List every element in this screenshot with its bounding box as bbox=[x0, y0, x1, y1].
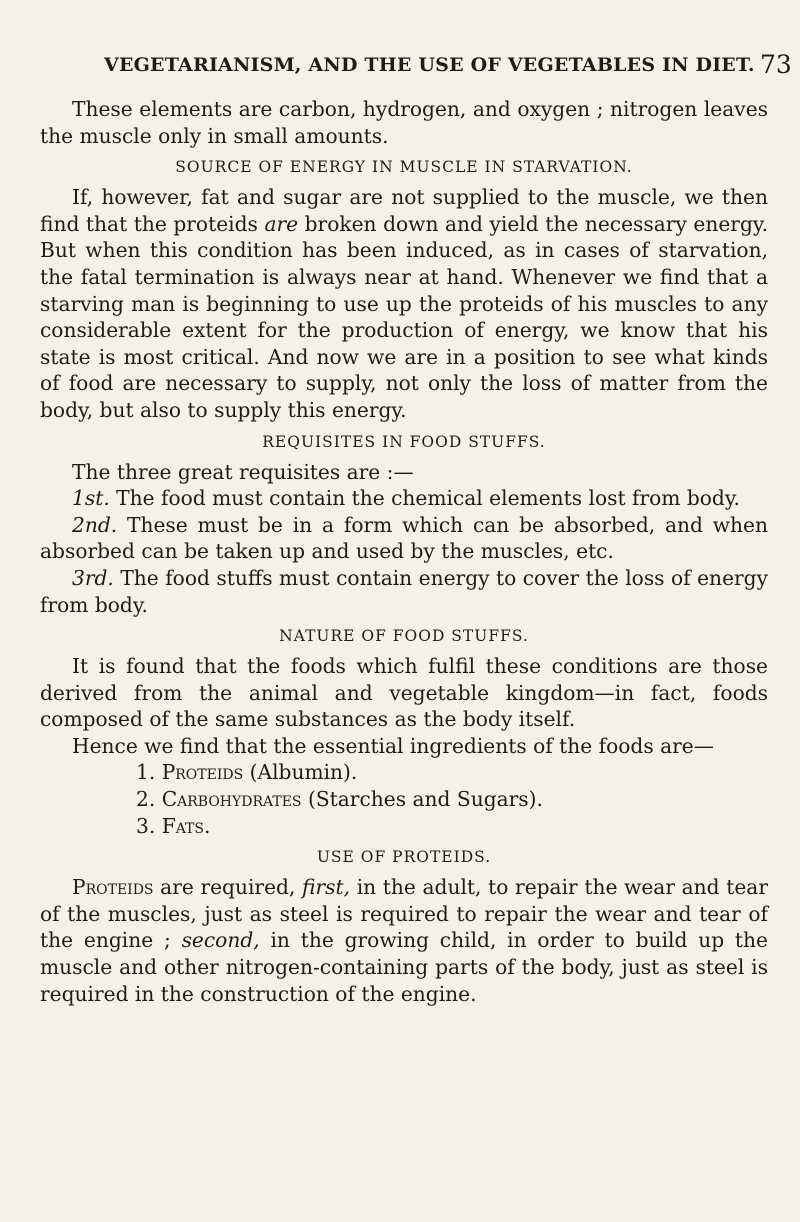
proteids-paragraph bbox=[40, 874, 768, 1007]
requisite-label: 1st. bbox=[72, 486, 110, 511]
page-body bbox=[40, 96, 768, 1007]
ingredients-list bbox=[40, 759, 768, 839]
page-header bbox=[0, 50, 800, 86]
section-heading-nature: NATURE OF FOOD STUFFS. bbox=[279, 627, 529, 646]
starvation-emphasis: are bbox=[264, 211, 299, 236]
list-item-number: 3. bbox=[136, 813, 156, 838]
list-item-name: Fats. bbox=[161, 813, 211, 838]
list-item bbox=[40, 813, 768, 840]
proteids-text-3: in the growing child, in order to build up the muscle and other nitrogen-containing parts of the body, just as steel is required in the construction of the engine. bbox=[40, 928, 768, 1006]
running-head: VEGETARIANISM, AND THE USE OF VEGETABLES IN DIET. bbox=[104, 54, 755, 76]
requisite-text: These must be in a form which can be absorbed, and when absorbed can be taken up and used by the muscles, etc. bbox=[40, 512, 768, 564]
list-item-detail: (Albumin). bbox=[243, 760, 358, 785]
requisite-text: The food stuffs must contain energy to cover the loss of energy from body. bbox=[40, 565, 768, 617]
proteids-lead: Proteids bbox=[72, 875, 154, 900]
starvation-text-1: If, however, fat and sugar are not supplied to the muscle, we then find that the proteids bbox=[40, 185, 768, 236]
proteids-text-1: are required, bbox=[153, 875, 303, 900]
requisite-label: 2nd. bbox=[72, 512, 118, 537]
requisite-label: 3rd. bbox=[72, 565, 114, 590]
nature-paragraph-1: It is found that the foods which fulfil these conditions are those derived from the animal and vegetable kingdom—in fact, foods composed of the same substances as the body itself. bbox=[40, 654, 768, 732]
page-number: 73 bbox=[760, 50, 792, 79]
intro-paragraph: These elements are carbon, hydrogen, and oxygen ; nitrogen leaves the muscle only in small amounts. bbox=[40, 97, 768, 148]
section-heading-requisites: REQUISITES IN FOOD STUFFS. bbox=[262, 432, 546, 451]
proteids-text-2: in the adult, to repair the wear and tear of the muscles, just as steel is required to repair the wear and tear of the engine ; bbox=[40, 875, 768, 953]
proteids-emphasis-1: first, bbox=[302, 875, 351, 900]
list-item bbox=[40, 786, 768, 813]
section-heading-starvation: SOURCE OF ENERGY IN MUSCLE IN STARVATION. bbox=[175, 158, 633, 177]
list-item-name: Proteids bbox=[161, 760, 244, 785]
requisites-lead: The three great requisites are :— bbox=[72, 459, 414, 484]
starvation-text-2: broken down and yield the necessary energy. But when this condition has been induced, as in cases of starvation, the fatal termination is always near at hand. Whenever we find that a starving man is beginning to use up the proteids of his muscles to any considerable extent for the production of energy, we know that his state is most critical. And now we are in a position to see what kinds of food are necessary to supply, not only the loss of matter from the body, but also to supply this energy. bbox=[40, 211, 769, 422]
requisite-text: The food must contain the chemical elements lost from body. bbox=[109, 486, 740, 511]
list-item-number: 1. bbox=[136, 760, 156, 785]
list-item-name: Carbohydrates bbox=[161, 787, 302, 812]
list-item bbox=[40, 759, 768, 786]
section-heading-proteids: USE OF PROTEIDS. bbox=[316, 848, 492, 867]
starvation-paragraph bbox=[40, 184, 768, 423]
proteids-emphasis-2: second, bbox=[181, 928, 260, 953]
list-item-detail: (Starches and Sugars). bbox=[301, 787, 543, 812]
requisite-item bbox=[40, 565, 768, 618]
requisite-item bbox=[40, 485, 768, 512]
list-item-number: 2. bbox=[136, 787, 156, 812]
nature-paragraph-2: Hence we find that the essential ingredients of the foods are— bbox=[72, 733, 714, 758]
requisite-item bbox=[40, 512, 768, 565]
